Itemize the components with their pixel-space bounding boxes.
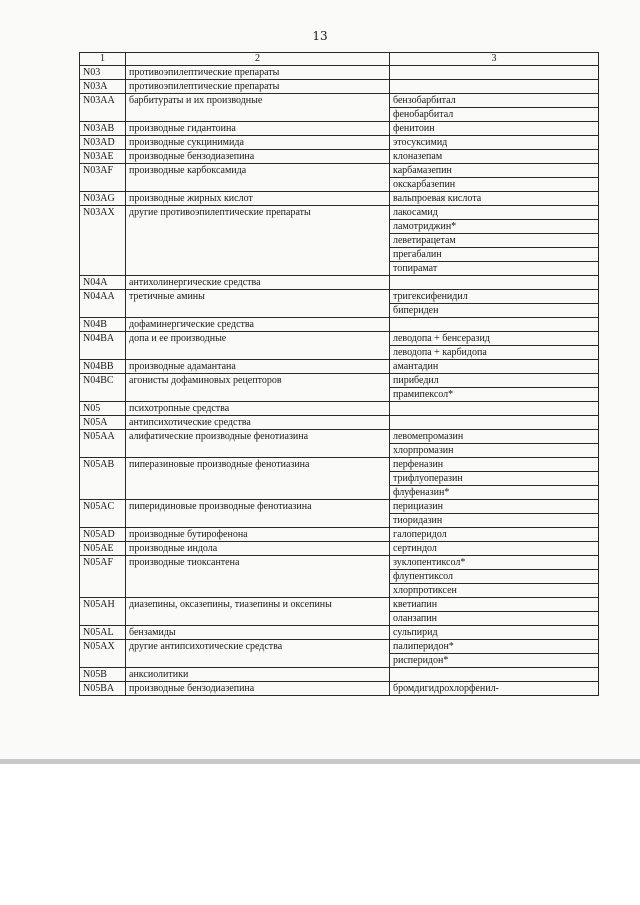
group-name-cell: производные адамантана — [126, 360, 390, 374]
drug-name-cell: фенитоин — [390, 122, 599, 136]
page-edge — [0, 759, 640, 764]
table-row — [80, 290, 599, 304]
group-name-cell: диазепины, оксазепины, тиазепины и оксепины — [126, 598, 390, 612]
atc-code-cell: N03AA — [80, 94, 126, 108]
atc-code-cell: N03AE — [80, 150, 126, 164]
group-name-cell: агонисты дофаминовых рецепторов — [126, 374, 390, 388]
drug-name-cell: клоназепам — [390, 150, 599, 164]
group-name-cell: противоэпилептические препараты — [126, 80, 390, 94]
table-row — [80, 584, 599, 598]
drug-name-cell: карбамазепин — [390, 164, 599, 178]
group-name-cell: противоэпилептические препараты — [126, 66, 390, 80]
group-name-cell: производные жирных кислот — [126, 192, 390, 206]
drug-name-cell: тиоридазин — [390, 514, 599, 528]
table-row — [80, 388, 599, 402]
group-name-cell: третичные амины — [126, 290, 390, 304]
drug-name-cell: левомепромазин — [390, 430, 599, 444]
group-name-cell — [126, 654, 390, 668]
drug-name-cell: леветирацетам — [390, 234, 599, 248]
atc-code-cell — [80, 570, 126, 584]
atc-code-cell — [80, 234, 126, 248]
drug-name-cell: бензобарбитал — [390, 94, 599, 108]
drug-name-cell: кветиапин — [390, 598, 599, 612]
table-row — [80, 276, 599, 290]
group-name-cell — [126, 388, 390, 402]
atc-code-cell: N04B — [80, 318, 126, 332]
atc-code-cell: N05BA — [80, 682, 126, 696]
atc-code-cell: N03 — [80, 66, 126, 80]
table-row — [80, 318, 599, 332]
drug-name-cell: хлорпромазин — [390, 444, 599, 458]
drug-name-cell — [390, 66, 599, 80]
drug-name-cell: рисперидон* — [390, 654, 599, 668]
table-row — [80, 500, 599, 514]
group-name-cell — [126, 178, 390, 192]
table-row — [80, 374, 599, 388]
group-name-cell: другие противоэпилептические препараты — [126, 206, 390, 220]
atc-code-cell: N05B — [80, 668, 126, 682]
table-row — [80, 150, 599, 164]
group-name-cell — [126, 444, 390, 458]
table-row — [80, 612, 599, 626]
table-row — [80, 570, 599, 584]
group-name-cell: анксиолитики — [126, 668, 390, 682]
group-name-cell: алифатические производные фенотиазина — [126, 430, 390, 444]
drug-name-cell: сульпирид — [390, 626, 599, 640]
drug-name-cell: хлорпротиксен — [390, 584, 599, 598]
table-row — [80, 444, 599, 458]
atc-code-cell: N04BC — [80, 374, 126, 388]
atc-code-cell: N03AB — [80, 122, 126, 136]
group-name-cell: производные индола — [126, 542, 390, 556]
group-name-cell: пиперазиновые производные фенотиазина — [126, 458, 390, 472]
atc-code-cell — [80, 584, 126, 598]
atc-code-cell: N03A — [80, 80, 126, 94]
atc-code-cell: N05AA — [80, 430, 126, 444]
table-header — [80, 53, 599, 66]
group-name-cell — [126, 584, 390, 598]
drug-name-cell: оланзапин — [390, 612, 599, 626]
table-row — [80, 346, 599, 360]
drug-name-cell: палиперидон* — [390, 640, 599, 654]
atc-code-cell: N05AC — [80, 500, 126, 514]
atc-code-cell — [80, 388, 126, 402]
drug-name-cell: перфеназин — [390, 458, 599, 472]
drug-name-cell — [390, 668, 599, 682]
table-row — [80, 402, 599, 416]
atc-code-cell: N05AD — [80, 528, 126, 542]
table-row — [80, 94, 599, 108]
table-row — [80, 542, 599, 556]
drug-name-cell — [390, 318, 599, 332]
table-row — [80, 220, 599, 234]
page-number: 13 — [312, 29, 328, 43]
group-name-cell — [126, 108, 390, 122]
atc-code-cell — [80, 654, 126, 668]
group-name-cell: антипсихотические средства — [126, 416, 390, 430]
drug-name-cell: прамипексол* — [390, 388, 599, 402]
group-name-cell: производные сукцинимида — [126, 136, 390, 150]
drug-name-cell: флупентиксол — [390, 570, 599, 584]
group-name-cell — [126, 220, 390, 234]
drug-name-cell: лакосамид — [390, 206, 599, 220]
table-row — [80, 66, 599, 80]
table-row — [80, 458, 599, 472]
table-row — [80, 304, 599, 318]
group-name-cell: другие антипсихотические средства — [126, 640, 390, 654]
table-row — [80, 234, 599, 248]
group-name-cell — [126, 612, 390, 626]
group-name-cell: производные карбоксамида — [126, 164, 390, 178]
table-row — [80, 206, 599, 220]
drug-name-cell: леводопа + карбидопа — [390, 346, 599, 360]
table-row — [80, 682, 599, 696]
atc-code-cell — [80, 444, 126, 458]
group-name-cell: допа и ее производные — [126, 332, 390, 346]
header-col-2: 2 — [126, 53, 390, 66]
group-name-cell: производные бутирофенона — [126, 528, 390, 542]
atc-code-cell: N04A — [80, 276, 126, 290]
atc-code-cell: N05AL — [80, 626, 126, 640]
group-name-cell — [126, 346, 390, 360]
group-name-cell: производные бензодиазепина — [126, 150, 390, 164]
drug-name-cell: фенобарбитал — [390, 108, 599, 122]
group-name-cell: дофаминергические средства — [126, 318, 390, 332]
drug-name-cell — [390, 402, 599, 416]
table-body — [80, 66, 599, 696]
atc-code-cell — [80, 346, 126, 360]
group-name-cell: бензамиды — [126, 626, 390, 640]
drug-name-cell: амантадин — [390, 360, 599, 374]
table-row — [80, 108, 599, 122]
drug-name-cell: бипериден — [390, 304, 599, 318]
group-name-cell: производные бензодиазепина — [126, 682, 390, 696]
drug-name-cell: зуклопентиксол* — [390, 556, 599, 570]
atc-code-cell: N03AD — [80, 136, 126, 150]
table-row — [80, 668, 599, 682]
table-row — [80, 640, 599, 654]
atc-code-cell: N03AG — [80, 192, 126, 206]
atc-code-cell: N04AA — [80, 290, 126, 304]
drug-name-cell: прегабалин — [390, 248, 599, 262]
group-name-cell — [126, 248, 390, 262]
atc-code-cell: N03AF — [80, 164, 126, 178]
table-row — [80, 472, 599, 486]
group-name-cell: пиперидиновые производные фенотиазина — [126, 500, 390, 514]
table-row — [80, 332, 599, 346]
table-row — [80, 80, 599, 94]
drug-name-cell — [390, 80, 599, 94]
group-name-cell: производные гидантоина — [126, 122, 390, 136]
table-row — [80, 598, 599, 612]
table-row — [80, 430, 599, 444]
drug-classification-table — [79, 52, 599, 696]
atc-code-cell — [80, 472, 126, 486]
drug-name-cell — [390, 276, 599, 290]
atc-code-cell — [80, 178, 126, 192]
atc-code-cell — [80, 220, 126, 234]
header-col-1: 1 — [80, 53, 126, 66]
atc-code-cell: N05A — [80, 416, 126, 430]
atc-code-cell: N04BA — [80, 332, 126, 346]
drug-name-cell: пирибедил — [390, 374, 599, 388]
table-row — [80, 192, 599, 206]
drug-name-cell: ламотриджин* — [390, 220, 599, 234]
atc-code-cell — [80, 612, 126, 626]
group-name-cell: производные тиоксантена — [126, 556, 390, 570]
atc-code-cell — [80, 108, 126, 122]
atc-code-cell: N05AX — [80, 640, 126, 654]
table-row — [80, 556, 599, 570]
drug-name-cell: тригексифенидил — [390, 290, 599, 304]
group-name-cell — [126, 514, 390, 528]
group-name-cell — [126, 570, 390, 584]
group-name-cell: барбитураты и их производные — [126, 94, 390, 108]
group-name-cell — [126, 234, 390, 248]
drug-name-cell: леводопа + бенсеразид — [390, 332, 599, 346]
group-name-cell — [126, 486, 390, 500]
drug-name-cell: окскарбазепин — [390, 178, 599, 192]
table-row — [80, 122, 599, 136]
drug-name-cell: флуфеназин* — [390, 486, 599, 500]
table-row — [80, 626, 599, 640]
drug-name-cell: галоперидол — [390, 528, 599, 542]
table-row — [80, 178, 599, 192]
table-row — [80, 528, 599, 542]
group-name-cell — [126, 262, 390, 276]
table-row — [80, 164, 599, 178]
drug-name-cell: сертиндол — [390, 542, 599, 556]
atc-code-cell — [80, 514, 126, 528]
atc-code-cell: N05AE — [80, 542, 126, 556]
atc-code-cell — [80, 304, 126, 318]
atc-code-cell: N05AB — [80, 458, 126, 472]
table-row — [80, 248, 599, 262]
drug-name-cell: перициазин — [390, 500, 599, 514]
group-name-cell: антихолинергические средства — [126, 276, 390, 290]
table-row — [80, 262, 599, 276]
group-name-cell: психотропные средства — [126, 402, 390, 416]
table-row — [80, 486, 599, 500]
atc-code-cell — [80, 262, 126, 276]
drug-name-cell: трифлуоперазин — [390, 472, 599, 486]
drug-name-cell — [390, 416, 599, 430]
table-row — [80, 514, 599, 528]
drug-name-cell: топирамат — [390, 262, 599, 276]
atc-code-cell: N05AH — [80, 598, 126, 612]
atc-code-cell: N05 — [80, 402, 126, 416]
atc-code-cell — [80, 486, 126, 500]
table-row — [80, 654, 599, 668]
drug-name-cell: бромдигидрохлорфенил- — [390, 682, 599, 696]
atc-code-cell: N03AX — [80, 206, 126, 220]
drug-name-cell: вальпроевая кислота — [390, 192, 599, 206]
table-row — [80, 136, 599, 150]
atc-code-cell: N04BB — [80, 360, 126, 374]
header-row — [80, 53, 599, 66]
drug-name-cell: этосуксимид — [390, 136, 599, 150]
table-row — [80, 360, 599, 374]
table-row — [80, 416, 599, 430]
atc-code-cell — [80, 248, 126, 262]
header-col-3: 3 — [390, 53, 599, 66]
atc-code-cell: N05AF — [80, 556, 126, 570]
group-name-cell — [126, 304, 390, 318]
group-name-cell — [126, 472, 390, 486]
